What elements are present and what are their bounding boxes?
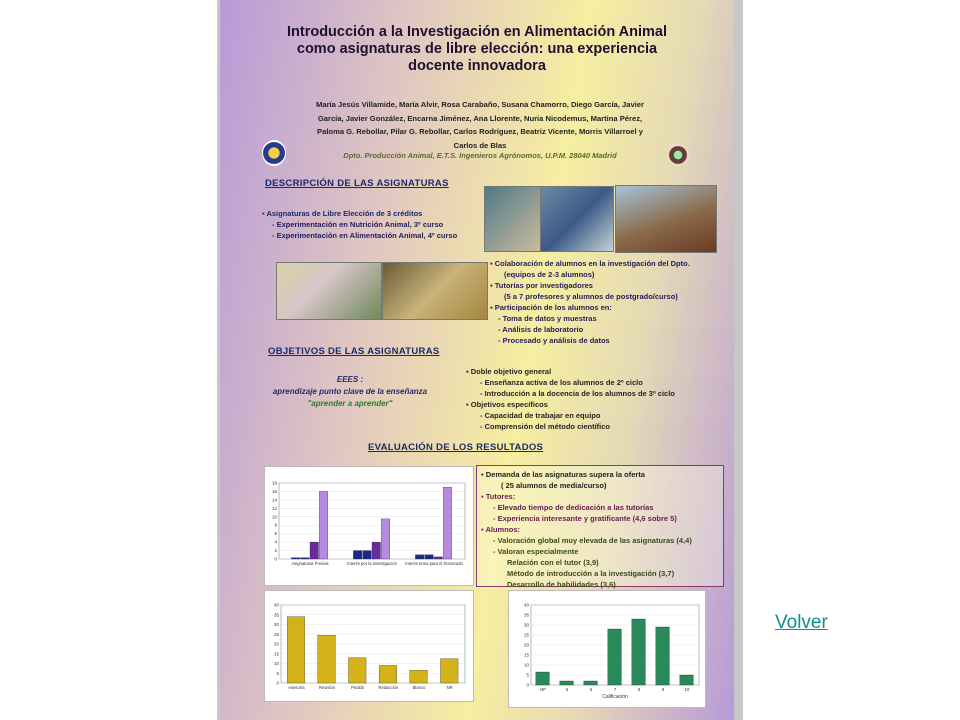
- list-item: Asignaturas de Libre Elección de 3 créditos: [266, 209, 423, 218]
- list-item: - Experiencia interesante y gratificante (4,6 sobre 5): [493, 514, 677, 523]
- author-line: García, Javier González, Encarna Jiménez, Ana Llorente, Nuria Nicodemus, Martina Pérez,: [317, 113, 643, 123]
- list-item: - Análisis de laboratorio: [498, 325, 584, 334]
- chart-grades-distribution: [508, 590, 706, 708]
- bar: [353, 551, 362, 559]
- bar: [381, 519, 390, 559]
- bar: [410, 670, 428, 683]
- evaluacion-heading: EVALUACIÓN DE LOS RESULTADOS: [368, 442, 544, 453]
- y-tick-label: 0: [274, 556, 277, 562]
- list-item: Alumnos:: [485, 525, 521, 534]
- y-tick-label: 20: [523, 642, 529, 648]
- list-item: - Introducción a la docencia de los alumnos de 3º ciclo: [480, 389, 675, 398]
- title-line: docente innovadora: [408, 58, 546, 74]
- y-tick-label: 25: [273, 631, 279, 637]
- bar: [318, 635, 336, 683]
- title-line: como asignaturas de libre elección: una experiencia: [296, 41, 658, 57]
- y-tick-label: 25: [523, 632, 529, 638]
- bar: [656, 627, 670, 685]
- y-tick-label: 10: [271, 514, 277, 520]
- bar: [584, 681, 598, 685]
- chart-grades-distribution-svg: [509, 591, 705, 707]
- photo-poultry: [382, 262, 488, 320]
- y-tick-label: 5: [276, 670, 279, 676]
- list-item: - Procesado y análisis de datos: [498, 336, 610, 345]
- bar: [372, 542, 381, 559]
- photo-cattle: [615, 185, 717, 253]
- bar: [379, 665, 397, 683]
- y-tick-label: 10: [523, 662, 529, 668]
- list-item: Objetivos específicos: [470, 400, 548, 409]
- bar: [608, 629, 622, 685]
- objetivos-heading: OBJETIVOS DE LAS ASIGNATURAS: [268, 346, 440, 357]
- bullet-icon: ▪: [490, 303, 495, 312]
- list-item: - Comprensión del método científico: [480, 422, 611, 431]
- list-item: - Capacidad de trabajar en equipo: [480, 411, 601, 420]
- objetivos-list: [466, 366, 675, 432]
- descripcion-heading: DESCRIPCIÓN DE LAS ASIGNATURAS: [265, 178, 449, 189]
- x-tick-label: 5: [565, 687, 569, 692]
- poster-title: [220, 24, 734, 75]
- list-item: - Experimentación en Alimentación Animal, 4º curso: [272, 231, 458, 240]
- author-line: Carlos de Blas: [453, 140, 507, 150]
- poster-image: [220, 0, 734, 720]
- bar: [560, 681, 574, 685]
- x-tick-label: Blanco: [412, 685, 426, 690]
- author-line: María Jesús Villamide, María Alvir, Rosa Carabaño, Susana Chamorro, Diego García, Javier: [316, 100, 644, 109]
- bar: [291, 558, 300, 559]
- y-tick-label: 40: [523, 602, 529, 608]
- y-tick-label: 0: [276, 680, 279, 686]
- bar: [348, 658, 366, 683]
- bar: [287, 617, 305, 683]
- bullet-icon: ▪: [481, 525, 486, 534]
- chart-student-interest: [264, 466, 474, 586]
- bar: [319, 491, 328, 559]
- volver-link[interactable]: Volver: [775, 612, 828, 633]
- x-tick-label: 9: [661, 687, 665, 692]
- y-tick-label: 6: [274, 531, 277, 537]
- list-item: Desarrollo de habilidades (3,6): [507, 580, 616, 589]
- x-axis-label: Calificación: [602, 694, 628, 700]
- x-tick-label: Asesoría: [288, 685, 305, 690]
- bar: [425, 555, 434, 559]
- bullet-icon: ▪: [466, 367, 471, 376]
- list-item: Doble objetivo general: [470, 367, 552, 376]
- title-line: Introducción a la Investigación en Alimentación Animal: [286, 24, 668, 40]
- list-item: Colaboración de alumnos en la investigación del Dpto.: [494, 259, 690, 268]
- x-tick-label: Interés tema para el Doctorado: [405, 561, 463, 566]
- x-tick-label: Pedido: [351, 685, 365, 690]
- y-tick-label: 10: [273, 661, 279, 666]
- list-item: - Elevado tiempo de dedicación a las tutorías: [493, 503, 654, 512]
- department-affiliation: Dpto. Producción Animal, E.T.S. Ingenieros Agrónomos, U.P.M. 28040 Madrid: [343, 151, 617, 160]
- list-item: - Experimentación en Nutrición Animal, 3º curso: [272, 220, 444, 229]
- authors: [270, 98, 690, 152]
- list-item: - Valoran especialmente: [493, 547, 579, 556]
- university-logo: [262, 140, 286, 166]
- y-tick-label: 30: [523, 622, 529, 628]
- list-item: - Enseñanza activa de los alumnos de 2º ciclo: [480, 378, 643, 387]
- ees-note: [260, 374, 440, 410]
- list-item: (5 a 7 profesores y alumnos de postgrado/curso): [504, 292, 678, 301]
- list-item: (equipos de 2-3 alumnos): [504, 270, 595, 279]
- y-tick-label: 12: [271, 505, 277, 511]
- list-item: Tutorías por investigadores: [494, 281, 593, 290]
- ees-line: aprendizaje punto clave de la enseñanza: [272, 387, 428, 396]
- chart-tutorial-distribution-svg: [265, 591, 473, 701]
- bullet-icon: ▪: [481, 470, 486, 479]
- ees-line: "aprender a aprender": [307, 399, 393, 408]
- ees-line: EEES :: [336, 375, 364, 384]
- list-item: ( 25 alumnos de media/curso): [501, 481, 607, 490]
- descripcion-list: [262, 208, 457, 241]
- y-tick-label: 18: [271, 480, 277, 486]
- bar: [536, 672, 550, 685]
- bar: [434, 557, 443, 559]
- x-tick-label: 10: [684, 687, 690, 692]
- photo-students-samples: [276, 262, 382, 320]
- y-tick-label: 14: [271, 497, 277, 503]
- results-box: [476, 465, 724, 587]
- y-tick-label: 40: [273, 602, 279, 608]
- y-tick-label: 35: [523, 612, 529, 618]
- bar: [680, 675, 694, 685]
- list-item: Método de introducción a la investigación (3,7): [507, 569, 675, 578]
- x-tick-label: Revisión: [318, 685, 336, 690]
- x-tick-label: NP: [540, 687, 546, 692]
- y-tick-label: 0: [526, 682, 529, 688]
- list-item: Relación con el tutor (3,9): [507, 558, 599, 567]
- bullet-icon: ▪: [490, 281, 495, 290]
- y-tick-label: 16: [271, 488, 277, 494]
- bullet-icon: ▪: [466, 400, 471, 409]
- list-item: - Toma de datos y muestras: [498, 314, 597, 323]
- author-line: Paloma G. Rebollar, Pilar G. Rebollar, Carlos Rodríguez, Beatriz Vicente, Morris Villarroel y: [317, 127, 643, 137]
- x-tick-label: 6: [589, 687, 593, 692]
- x-tick-label: 8: [637, 687, 641, 692]
- y-tick-label: 2: [274, 548, 277, 554]
- y-tick-label: 4: [274, 539, 277, 545]
- school-crest-logo: [667, 144, 689, 166]
- y-tick-label: 30: [273, 622, 279, 627]
- list-item: Tutores:: [485, 492, 516, 501]
- bullet-icon: ▪: [481, 492, 486, 501]
- x-tick-label: Asignaturas Previas: [291, 561, 329, 566]
- x-tick-label: NR: [446, 685, 453, 690]
- list-item: Participación de los alumnos en:: [494, 303, 612, 312]
- bar: [310, 542, 319, 559]
- chart-tutorial-distribution: [264, 590, 474, 702]
- y-tick-label: 35: [273, 612, 279, 618]
- chart-student-interest-svg: [265, 467, 473, 585]
- bullet-icon: ▪: [490, 259, 495, 268]
- bar: [443, 487, 452, 559]
- x-tick-label: Redacción: [378, 685, 399, 690]
- x-tick-label: Interés por la investigación: [347, 561, 397, 566]
- bar: [632, 619, 646, 685]
- photo-students-computer: [540, 186, 614, 252]
- y-tick-label: 15: [273, 651, 279, 657]
- bar: [301, 558, 310, 559]
- x-tick-label: 7: [613, 687, 617, 692]
- list-item: - Valoración global muy elevada de las asignaturas (4,4): [493, 536, 692, 545]
- y-tick-label: 5: [526, 672, 529, 678]
- collaboration-list: [490, 258, 690, 346]
- y-tick-label: 15: [523, 652, 529, 658]
- bar: [415, 555, 424, 559]
- bullet-icon: ▪: [262, 209, 267, 218]
- y-tick-label: 8: [274, 522, 277, 528]
- bar: [363, 551, 372, 559]
- bar: [440, 659, 458, 683]
- list-item: Demanda de las asignaturas supera la oferta: [485, 470, 645, 479]
- y-tick-label: 20: [273, 641, 279, 647]
